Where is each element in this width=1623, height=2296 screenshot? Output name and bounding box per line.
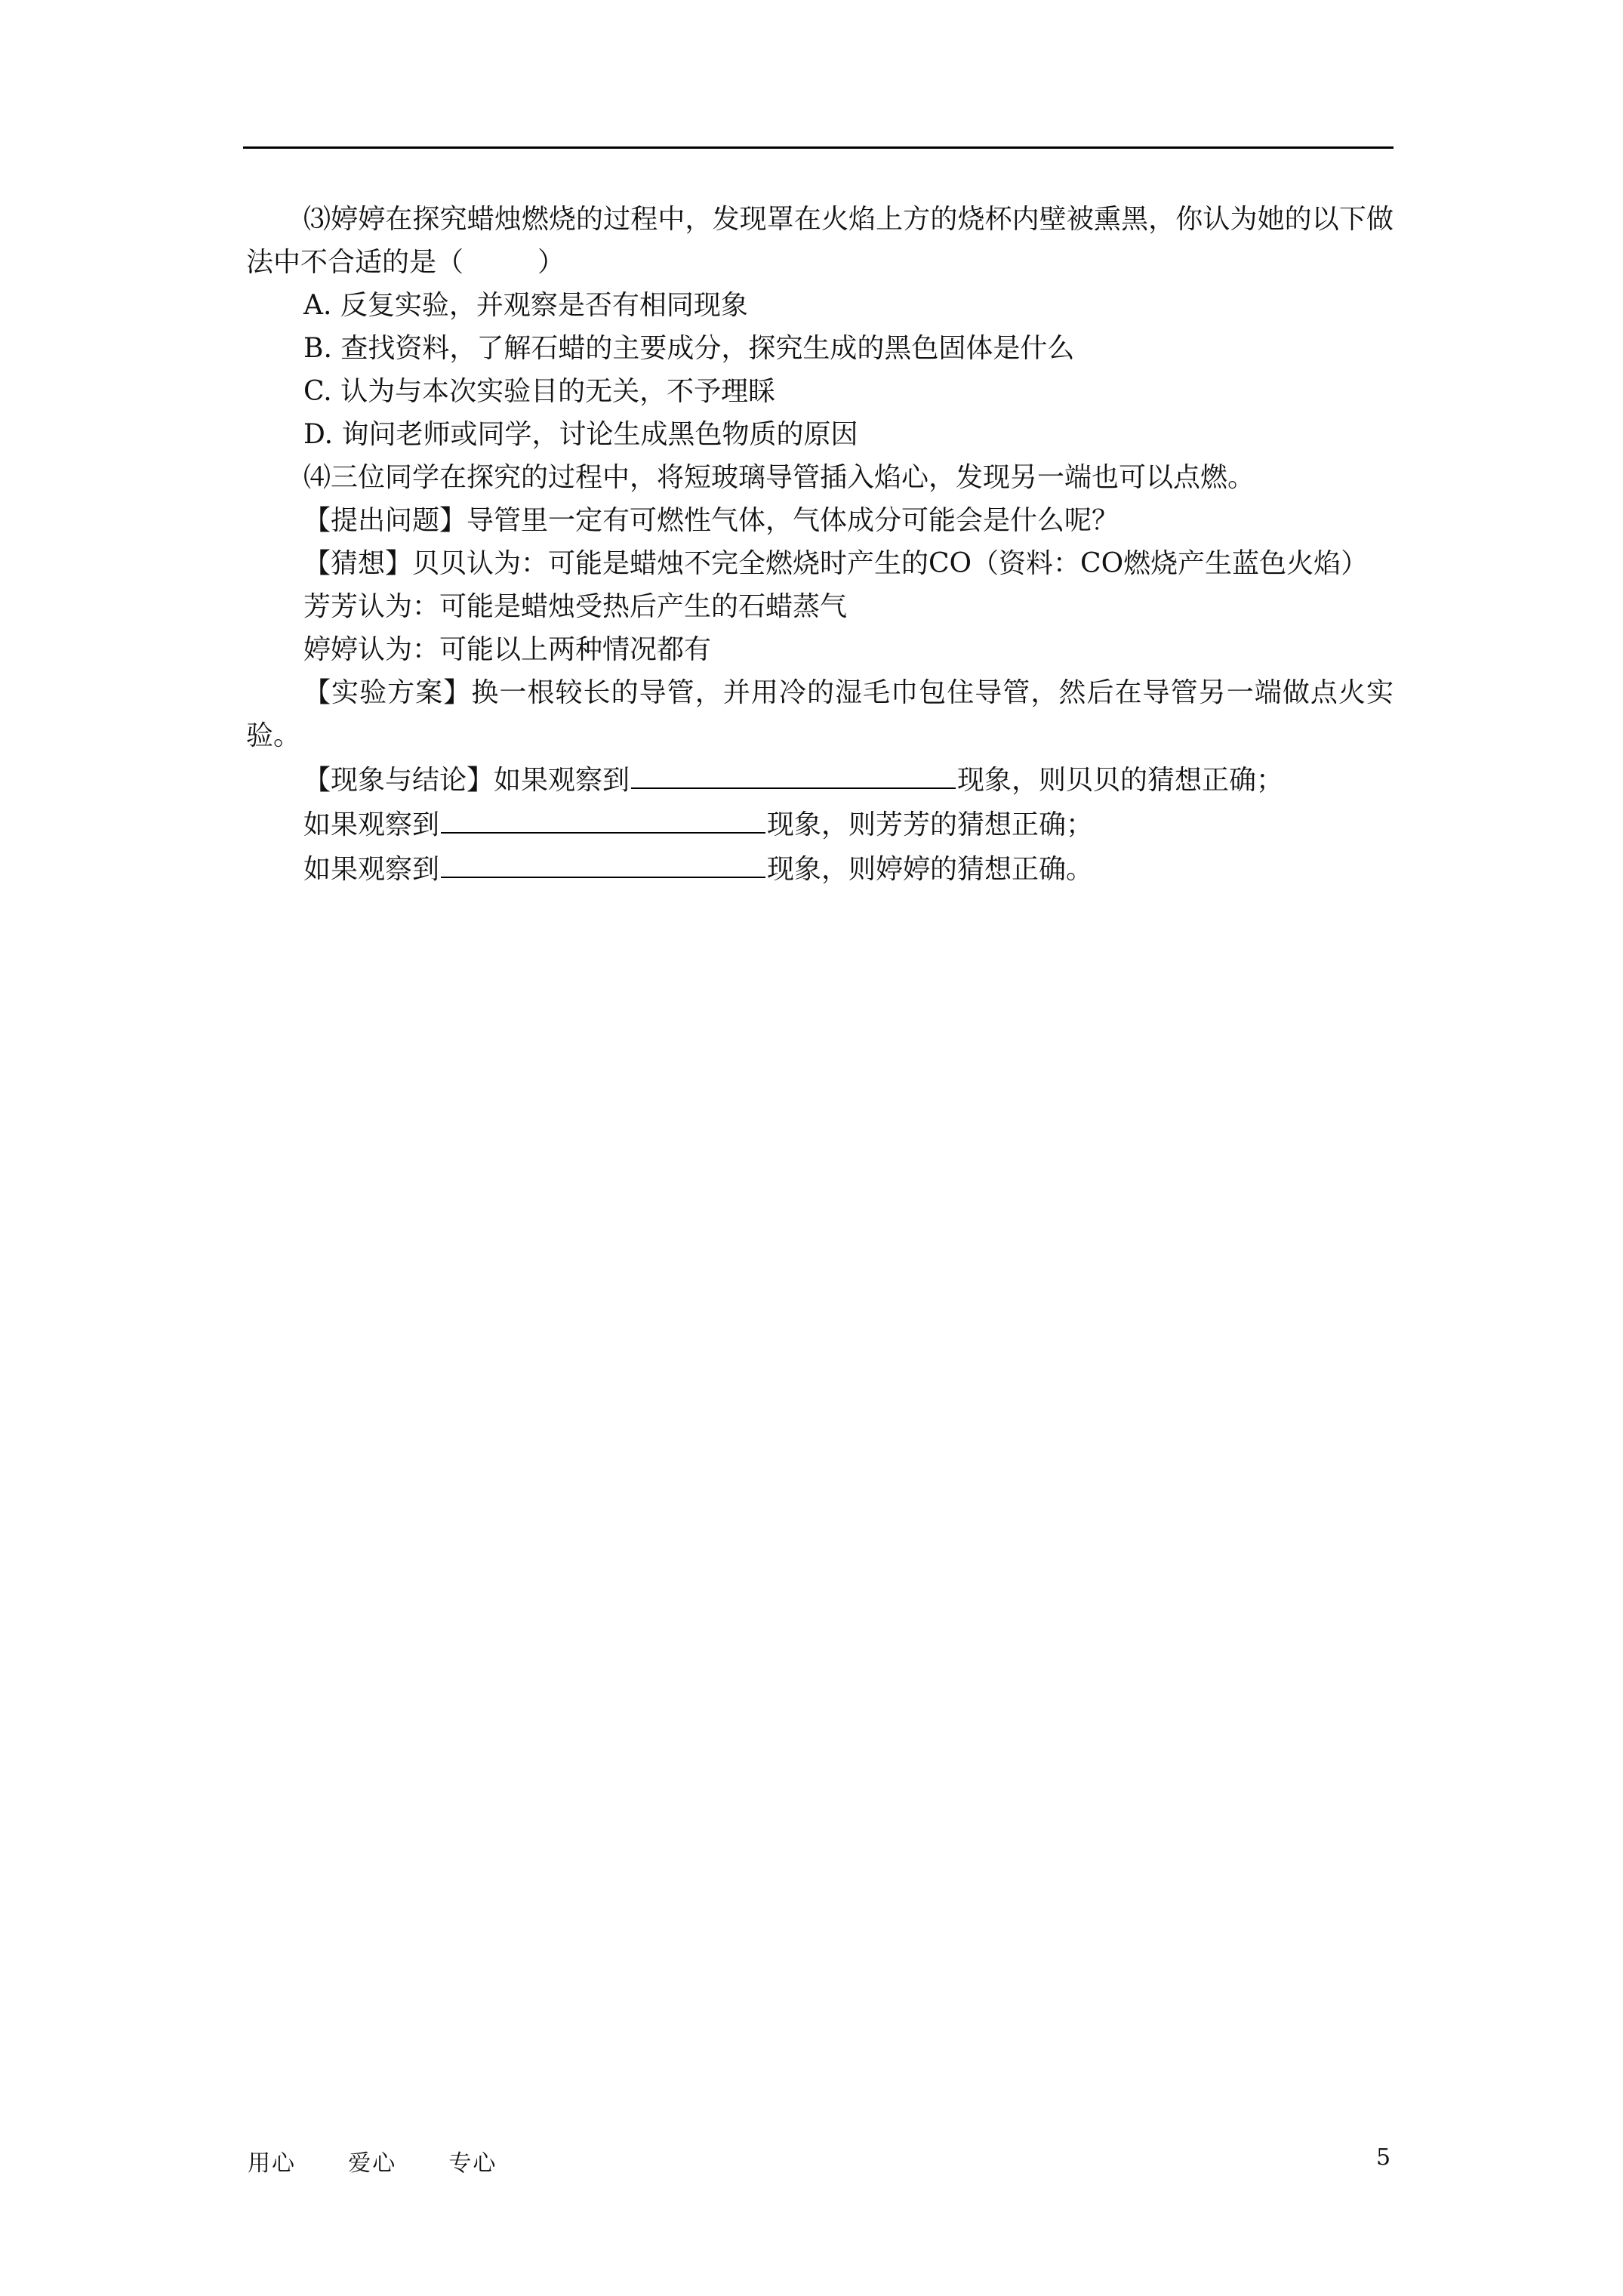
page-number: 5 <box>1376 2144 1391 2171</box>
experiment-plan: 【实验方案】换一根较长的导管，并用冷的湿毛巾包住导管，然后在导管另一端做点火实验。 <box>246 677 1394 751</box>
option-d: D. 询问老师或同学，讨论生成黑色物质的原因 <box>303 419 858 450</box>
conclusion-3-start: 如果观察到 <box>303 854 440 885</box>
option-c: C. 认为与本次实验目的无关，不予理睬 <box>303 376 776 407</box>
hypothesis-fangfang: 芳芳认为：可能是蜡烛受热后产生的石蜡蒸气 <box>303 591 848 622</box>
footer-motto: 用心 爱心 专心 <box>248 2150 497 2177</box>
question-3-stem-text: ⑶婷婷在探究蜡烛燃烧的过程中，发现罩在火焰上方的烧杯内壁被熏黑，你认为她的以下做法中不合适的是（ <box>246 204 1394 278</box>
option-b: B. 查找资料，了解石蜡的主要成分，探究生成的黑色固体是什么 <box>303 333 1075 364</box>
hypothesis-tingting: 婷婷认为：可能以上两种情况都有 <box>303 634 712 665</box>
conclusion-2-end: 现象，则芳芳的猜想正确； <box>767 809 1094 840</box>
conclusion-line-3 <box>246 846 1394 891</box>
question-3-stem-close: ） <box>537 247 565 278</box>
conclusion-label: 【现象与结论】如果观察到 <box>303 765 630 796</box>
conclusion-2-start: 如果观察到 <box>303 809 440 840</box>
conclusion-line-1 <box>246 757 1394 802</box>
question-3-stem <box>246 198 1394 284</box>
option-a: A. 反复实验，并观察是否有相同现象 <box>303 290 748 321</box>
hypothesis-beibei: 【猜想】贝贝认为：可能是蜡烛不完全燃烧时产生的CO（资料：CO燃烧产生蓝色火焰） <box>303 548 1369 579</box>
answer-blank-2[interactable] <box>441 802 765 834</box>
document-body <box>246 198 1394 891</box>
question-4-problem: 【提出问题】导管里一定有可燃性气体，气体成分可能会是什么呢？ <box>303 505 1119 536</box>
answer-blank-1[interactable] <box>631 757 956 789</box>
header-rule <box>243 146 1394 149</box>
conclusion-1-end: 现象，则贝贝的猜想正确； <box>957 765 1284 796</box>
question-4-intro: ⑷三位同学在探究的过程中，将短玻璃导管插入焰心，发现另一端也可以点燃。 <box>303 462 1255 493</box>
conclusion-3-end: 现象，则婷婷的猜想正确。 <box>767 854 1094 885</box>
conclusion-line-2 <box>246 802 1394 846</box>
answer-blank-3[interactable] <box>441 846 765 878</box>
